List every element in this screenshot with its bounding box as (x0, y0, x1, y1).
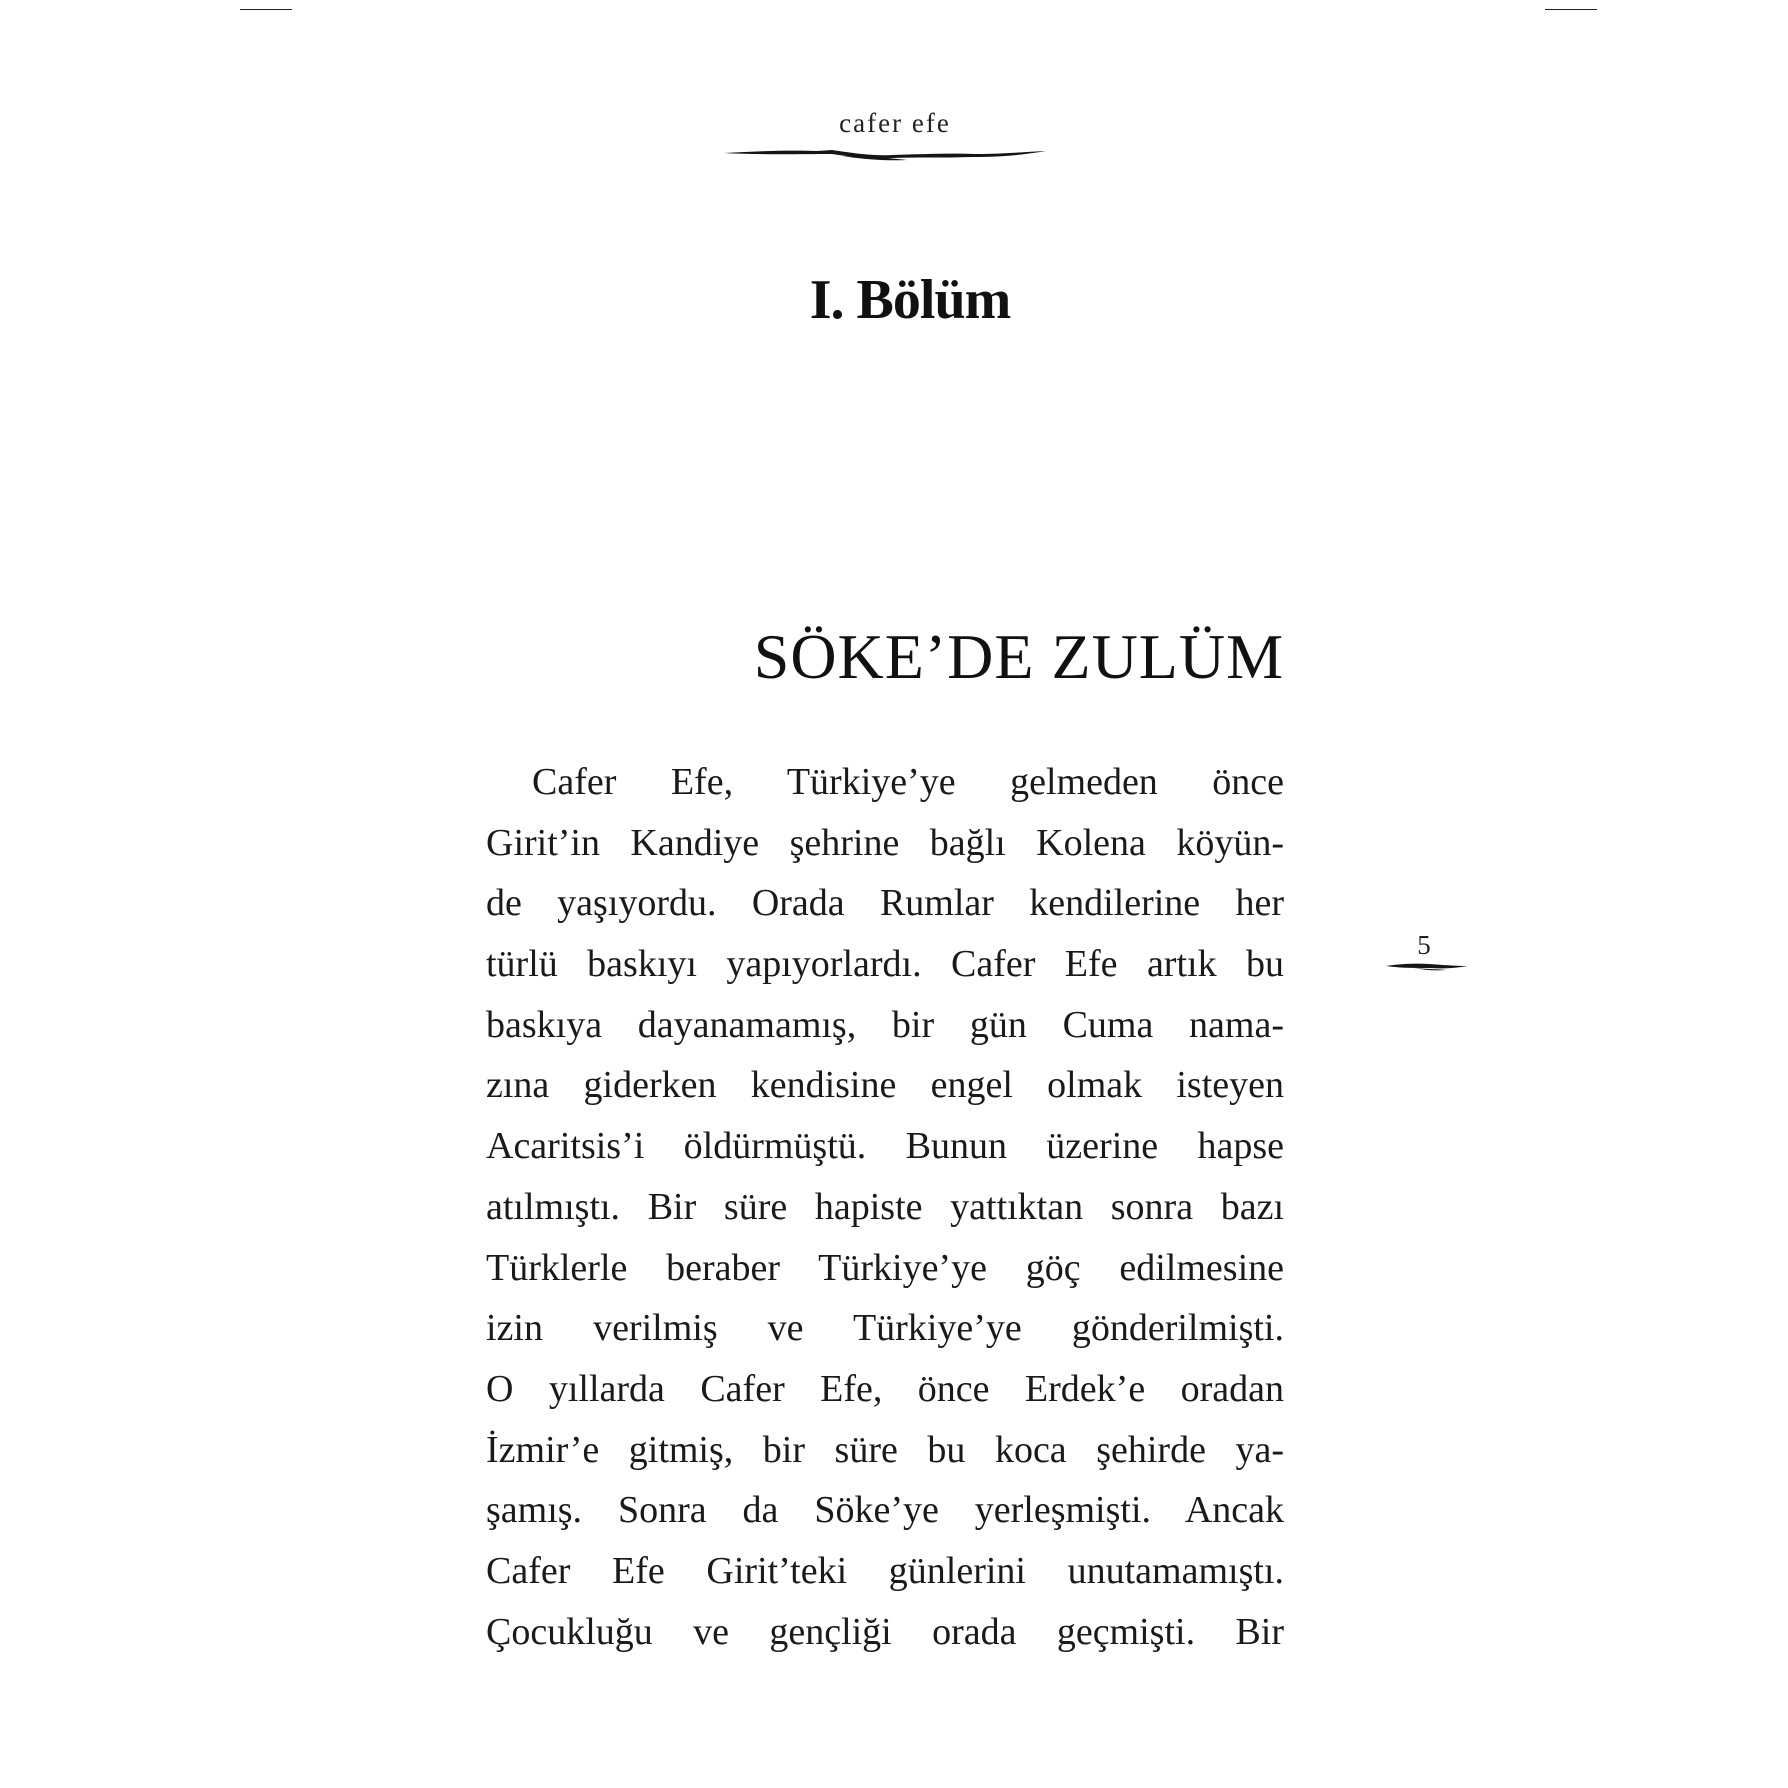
body-line: atılmıştı. Bir süre hapiste yattıktan sonra bazı (486, 1185, 1284, 1228)
body-line: O yıllarda Cafer Efe, önce Erdek’e oradan (486, 1367, 1284, 1410)
page-number-folio (1384, 930, 1474, 974)
chapter-number (0, 268, 1788, 332)
body-line: Çocukluğu ve gençliği orada geçmişti. Bir (486, 1610, 1284, 1653)
body-line: de yaşıyordu. Orada Rumlar kendilerine her (486, 882, 1284, 925)
page-number-swash-ornament (1384, 960, 1470, 972)
page-number: 5 (1417, 930, 1431, 960)
body-line: zına giderken kendisine engel olmak isteyen (486, 1064, 1284, 1107)
running-head-swash-ornament (722, 144, 1048, 162)
chapter-title: SÖKE’DE ZULÜM (753, 621, 1284, 692)
chapter-number-text: I. Bölüm (809, 269, 1011, 331)
body-line: şamış. Sonra da Söke’ye yerleşmişti. Ancak (486, 1489, 1284, 1532)
body-text (486, 752, 1284, 1662)
running-head (0, 108, 1788, 139)
body-line: Cafer Efe, Türkiye’ye gelmeden önce (532, 761, 1284, 803)
body-line: Acaritsis’i öldürmüştü. Bunun üzerine hapse (486, 1125, 1284, 1168)
body-line: türlü baskıyı yapıyorlardı. Cafer Efe artık bu (486, 943, 1284, 986)
body-line: izin verilmiş ve Türkiye’ye gönderilmişti. (486, 1307, 1284, 1350)
body-line: Türklerle beraber Türkiye’ye göç edilmesine (486, 1246, 1284, 1289)
crop-mark-left (240, 9, 292, 10)
body-line: Cafer Efe Girit’teki günlerini unutamamıştı. (486, 1549, 1284, 1592)
running-head-text: cafer efe (839, 108, 951, 138)
body-line: baskıya dayanamamış, bir gün Cuma nama- (486, 1003, 1284, 1046)
body-line: Girit’in Kandiye şehrine bağlı Kolena köyün- (486, 821, 1284, 864)
body-line: İzmir’e gitmiş, bir süre bu koca şehirde ya- (486, 1428, 1284, 1471)
crop-mark-right (1545, 9, 1597, 10)
